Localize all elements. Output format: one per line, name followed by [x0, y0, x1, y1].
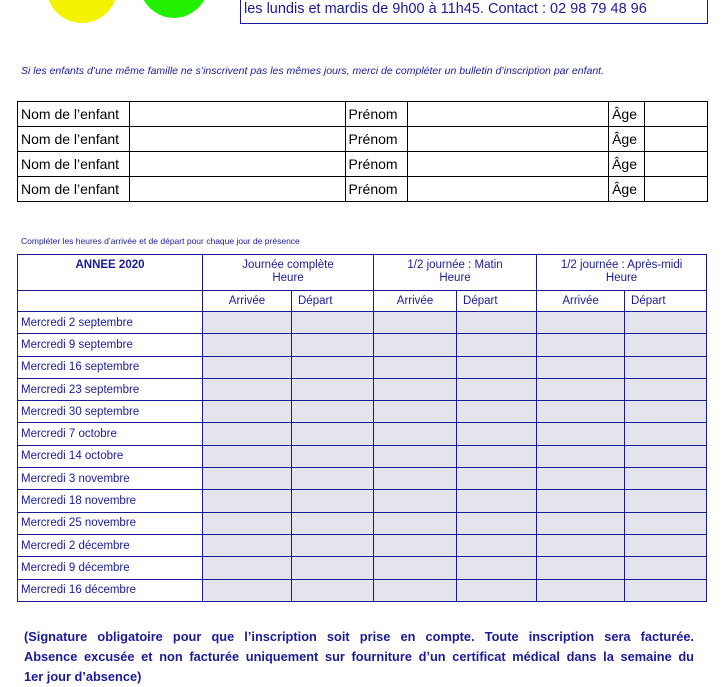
arrival-header: Arrivée: [203, 291, 292, 312]
child-firstname-label: Prénom: [345, 152, 407, 177]
hours-note: Compléter les heures d’arrivée et de départ pour chaque jour de présence: [21, 236, 300, 246]
afternoon-departure-field[interactable]: [625, 423, 707, 445]
full-day-departure-field[interactable]: [292, 378, 374, 400]
attendance-row: [18, 312, 707, 334]
child-name-label: Nom de l’enfant: [18, 152, 130, 177]
full-day-arrival-field[interactable]: [203, 423, 292, 445]
group-header-title: 1/2 journée : Après-midi: [560, 259, 683, 271]
child-name-field[interactable]: [129, 127, 345, 152]
morning-arrival-field[interactable]: [374, 490, 457, 512]
child-firstname-field[interactable]: [407, 177, 609, 202]
afternoon-arrival-field[interactable]: [537, 401, 625, 423]
child-age-field[interactable]: [645, 127, 708, 152]
morning-arrival-field[interactable]: [374, 378, 457, 400]
signature-notice-line: Absence excusée et non facturée uniquement sur fourniture d’un certificat médical dans la semaine du: [24, 649, 694, 664]
full-day-departure-field[interactable]: [292, 534, 374, 556]
afternoon-arrival-field[interactable]: [537, 312, 625, 334]
morning-departure-field[interactable]: [457, 579, 537, 601]
child-firstname-label: Prénom: [345, 102, 407, 127]
attendance-row: [18, 490, 707, 512]
attendance-row: [18, 334, 707, 356]
child-firstname-field[interactable]: [407, 102, 609, 127]
full-day-arrival-field[interactable]: [203, 534, 292, 556]
afternoon-arrival-field[interactable]: [537, 534, 625, 556]
afternoon-departure-field[interactable]: [625, 468, 707, 490]
child-firstname-label: Prénom: [345, 127, 407, 152]
attendance-row: [18, 401, 707, 423]
signature-notice: [24, 627, 694, 687]
child-firstname-label: Prénom: [345, 177, 407, 202]
afternoon-arrival-field[interactable]: [537, 334, 625, 356]
morning-departure-field[interactable]: [457, 490, 537, 512]
attendance-date: Mercredi 2 septembre: [18, 312, 203, 334]
afternoon-arrival-field[interactable]: [537, 445, 625, 467]
attendance-row: [18, 512, 707, 534]
full-day-departure-field[interactable]: [292, 557, 374, 579]
morning-arrival-field[interactable]: [374, 557, 457, 579]
morning-arrival-field[interactable]: [374, 334, 457, 356]
full-day-arrival-field[interactable]: [203, 312, 292, 334]
afternoon-arrival-field[interactable]: [537, 512, 625, 534]
morning-departure-field[interactable]: [457, 401, 537, 423]
attendance-row: [18, 445, 707, 467]
full-day-arrival-field[interactable]: [203, 334, 292, 356]
attendance-date: Mercredi 2 décembre: [18, 534, 203, 556]
child-name-field[interactable]: [129, 152, 345, 177]
arrival-header: Arrivée: [537, 291, 625, 312]
child-firstname-field[interactable]: [407, 127, 609, 152]
full-day-departure-field[interactable]: [292, 423, 374, 445]
morning-departure-field[interactable]: [457, 312, 537, 334]
attendance-row: [18, 423, 707, 445]
attendance-date: Mercredi 7 octobre: [18, 423, 203, 445]
group-header-afternoon: [537, 255, 707, 291]
child-name-label: Nom de l’enfant: [18, 127, 130, 152]
full-day-arrival-field[interactable]: [203, 356, 292, 378]
afternoon-departure-field[interactable]: [625, 579, 707, 601]
child-row: [18, 102, 708, 127]
afternoon-arrival-field[interactable]: [537, 378, 625, 400]
afternoon-departure-field[interactable]: [625, 334, 707, 356]
contact-line: les lundis et mardis de 9h00 à 11h45. Contact : 02 98 79 48 96: [244, 1, 647, 17]
departure-header: Départ: [292, 291, 374, 312]
attendance-date: Mercredi 16 septembre: [18, 356, 203, 378]
full-day-departure-field[interactable]: [292, 356, 374, 378]
children-table: [17, 101, 708, 202]
attendance-date: Mercredi 30 septembre: [18, 401, 203, 423]
child-name-field[interactable]: [129, 102, 345, 127]
arrival-header: Arrivée: [374, 291, 457, 312]
empty-header-cell: [18, 291, 203, 312]
full-day-departure-field[interactable]: [292, 334, 374, 356]
signature-notice-line: 1er jour d’absence): [24, 669, 142, 684]
morning-departure-field[interactable]: [457, 557, 537, 579]
child-row: [18, 127, 708, 152]
morning-arrival-field[interactable]: [374, 401, 457, 423]
group-header-unit: Heure: [605, 272, 638, 284]
child-row: [18, 152, 708, 177]
attendance-row: [18, 468, 707, 490]
afternoon-departure-field[interactable]: [625, 356, 707, 378]
afternoon-departure-field[interactable]: [625, 378, 707, 400]
departure-header: Départ: [625, 291, 707, 312]
morning-departure-field[interactable]: [457, 534, 537, 556]
afternoon-arrival-field[interactable]: [537, 423, 625, 445]
family-note: Si les enfants d’une même famille ne s’inscrivent pas les mêmes jours, merci de compléter un bulletin d’inscription par enfant.: [21, 65, 605, 77]
morning-arrival-field[interactable]: [374, 445, 457, 467]
group-header-morning: [374, 255, 537, 291]
attendance-date: Mercredi 16 décembre: [18, 579, 203, 601]
morning-departure-field[interactable]: [457, 334, 537, 356]
attendance-date: Mercredi 18 novembre: [18, 490, 203, 512]
group-header-unit: Heure: [439, 272, 471, 284]
logo-green-circle: [138, 0, 210, 18]
afternoon-arrival-field[interactable]: [537, 579, 625, 601]
child-row: [18, 177, 708, 202]
attendance-row: [18, 534, 707, 556]
afternoon-arrival-field[interactable]: [537, 490, 625, 512]
full-day-departure-field[interactable]: [292, 401, 374, 423]
child-age-label: Âge: [609, 127, 645, 152]
full-day-departure-field[interactable]: [292, 579, 374, 601]
full-day-departure-field[interactable]: [292, 512, 374, 534]
group-header-title: 1/2 journée : Matin: [407, 259, 503, 271]
attendance-date: Mercredi 9 septembre: [18, 334, 203, 356]
full-day-arrival-field[interactable]: [203, 445, 292, 467]
child-firstname-field[interactable]: [407, 152, 609, 177]
full-day-departure-field[interactable]: [292, 468, 374, 490]
attendance-date: Mercredi 25 novembre: [18, 512, 203, 534]
afternoon-arrival-field[interactable]: [537, 468, 625, 490]
afternoon-arrival-field[interactable]: [537, 356, 625, 378]
morning-departure-field[interactable]: [457, 445, 537, 467]
afternoon-departure-field[interactable]: [625, 401, 707, 423]
signature-notice-line: (Signature obligatoire pour que l’inscription soit prise en compte. Toute inscription sera facturée.: [24, 629, 694, 644]
morning-arrival-field[interactable]: [374, 579, 457, 601]
morning-departure-field[interactable]: [457, 468, 537, 490]
full-day-arrival-field[interactable]: [203, 579, 292, 601]
full-day-departure-field[interactable]: [292, 445, 374, 467]
departure-header: Départ: [457, 291, 537, 312]
morning-departure-field[interactable]: [457, 512, 537, 534]
morning-arrival-field[interactable]: [374, 312, 457, 334]
group-header-full-day: [203, 255, 374, 291]
attendance-row: [18, 557, 707, 579]
attendance-date: Mercredi 9 décembre: [18, 557, 203, 579]
child-age-label: Âge: [609, 102, 645, 127]
child-age-field[interactable]: [645, 152, 708, 177]
afternoon-departure-field[interactable]: [625, 445, 707, 467]
attendance-date: Mercredi 23 septembre: [18, 378, 203, 400]
morning-arrival-field[interactable]: [374, 468, 457, 490]
group-header-title: Journée complète: [242, 259, 334, 271]
attendance-row: [18, 579, 707, 601]
full-day-arrival-field[interactable]: [203, 468, 292, 490]
morning-arrival-field[interactable]: [374, 512, 457, 534]
afternoon-departure-field[interactable]: [625, 557, 707, 579]
child-name-label: Nom de l’enfant: [18, 102, 130, 127]
afternoon-departure-field[interactable]: [625, 512, 707, 534]
afternoon-arrival-field[interactable]: [537, 557, 625, 579]
year-header: ANNEE 2020: [18, 255, 203, 291]
child-age-field[interactable]: [645, 102, 708, 127]
morning-departure-field[interactable]: [457, 356, 537, 378]
afternoon-departure-field[interactable]: [625, 312, 707, 334]
attendance-row: [18, 378, 707, 400]
attendance-row: [18, 356, 707, 378]
full-day-arrival-field[interactable]: [203, 378, 292, 400]
full-day-arrival-field[interactable]: [203, 401, 292, 423]
child-age-label: Âge: [609, 152, 645, 177]
full-day-departure-field[interactable]: [292, 490, 374, 512]
morning-departure-field[interactable]: [457, 423, 537, 445]
child-age-field[interactable]: [645, 177, 708, 202]
full-day-arrival-field[interactable]: [203, 490, 292, 512]
child-name-label: Nom de l’enfant: [18, 177, 130, 202]
afternoon-departure-field[interactable]: [625, 490, 707, 512]
morning-departure-field[interactable]: [457, 378, 537, 400]
group-header-unit: Heure: [272, 272, 304, 284]
logo-yellow-circle: [47, 0, 117, 23]
morning-arrival-field[interactable]: [374, 356, 457, 378]
afternoon-departure-field[interactable]: [625, 534, 707, 556]
full-day-arrival-field[interactable]: [203, 557, 292, 579]
child-age-label: Âge: [609, 177, 645, 202]
attendance-date: Mercredi 14 octobre: [18, 445, 203, 467]
morning-arrival-field[interactable]: [374, 534, 457, 556]
morning-arrival-field[interactable]: [374, 423, 457, 445]
attendance-date: Mercredi 3 novembre: [18, 468, 203, 490]
full-day-departure-field[interactable]: [292, 312, 374, 334]
attendance-table: [17, 254, 707, 602]
child-name-field[interactable]: [129, 177, 345, 202]
full-day-arrival-field[interactable]: [203, 512, 292, 534]
